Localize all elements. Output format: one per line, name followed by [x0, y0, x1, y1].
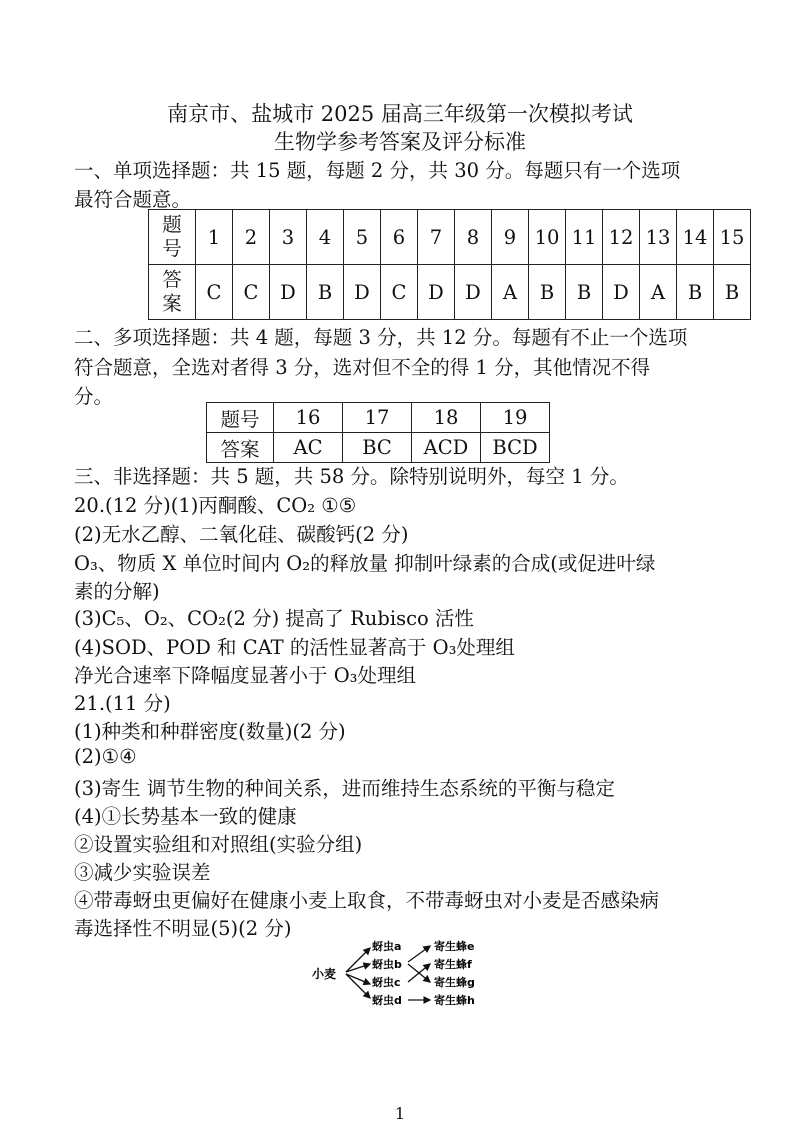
question-number: 13 [640, 210, 677, 265]
question-number: 17 [343, 403, 412, 433]
answer-line: ②设置实验组和对照组(实验分组) [74, 833, 363, 856]
question-number: 7 [418, 210, 455, 265]
question-number: 12 [603, 210, 640, 265]
question-number: 3 [270, 210, 307, 265]
section1-heading-line2: 最符合题意。 [74, 188, 192, 211]
table-row [207, 433, 550, 463]
answer-cell: D [418, 265, 455, 320]
node-aphid: 蚜虫a [372, 940, 402, 953]
question-number: 10 [529, 210, 566, 265]
question-number: 2 [233, 210, 270, 265]
answer-cell: B [714, 265, 751, 320]
answer-cell: D [603, 265, 640, 320]
answer-line: ③减少实验误差 [74, 861, 211, 884]
answer-line: 净光合速率下降幅度显著小于 O₃处理组 [74, 664, 417, 687]
answer-cell: B [529, 265, 566, 320]
answer-cell: ACD [412, 433, 481, 463]
answer-line: 毒选择性不明显(5)(2 分) [74, 917, 292, 940]
node-aphid: 蚜虫d [372, 994, 402, 1007]
header-char: 案 [162, 292, 182, 315]
answer-cell: C [196, 265, 233, 320]
answer-cell: B [566, 265, 603, 320]
answer-cell: AC [274, 433, 343, 463]
answer-line: 20.(12 分)(1)丙酮酸、CO₂ ①⑤ [74, 494, 357, 517]
answer-cell: C [233, 265, 270, 320]
answer-line: 三、非选择题：共 5 题，共 58 分。除特别说明外，每空 1 分。 [74, 465, 629, 488]
header-char: 号 [162, 237, 182, 260]
multiple-choice-answer-table [206, 402, 550, 463]
section1-heading-line1: 一、单项选择题：共 15 题，每题 2 分，共 30 分。每题只有一个选项 [74, 159, 681, 182]
question-number: 6 [381, 210, 418, 265]
question-number: 16 [274, 403, 343, 433]
question-number: 14 [677, 210, 714, 265]
section2-heading-line1: 二、多项选择题：共 4 题，每题 3 分，共 12 分。每题有不止一个选项 [74, 326, 688, 349]
exam-subtitle: 生物学参考答案及评分标准 [274, 130, 526, 154]
answer-cell: A [640, 265, 677, 320]
page-number: 1 [394, 1104, 406, 1123]
answer-cell: BCD [481, 433, 550, 463]
answer-line: ④带毒蚜虫更偏好在健康小麦上取食，不带毒蚜虫对小麦是否感染病 [74, 889, 660, 912]
node-aphid: 蚜虫b [372, 958, 402, 971]
answer-line: (2)①④ [74, 745, 137, 768]
answer-cell: B [307, 265, 344, 320]
answer-line: (2)无水乙醇、二氧化硅、碳酸钙(2 分) [74, 523, 409, 546]
question-number: 9 [492, 210, 529, 265]
table-row [207, 403, 550, 433]
answer-line: (4)SOD、POD 和 CAT 的活性显著高于 O₃处理组 [74, 636, 515, 659]
answer-cell: C [381, 265, 418, 320]
answer-cell: D [270, 265, 307, 320]
node-wasp: 寄生蜂f [434, 958, 472, 971]
exam-title: 南京市、盐城市 2025 届高三年级第一次模拟考试 [167, 102, 633, 126]
row-header-answer: 答案 [207, 433, 274, 463]
single-choice-answer-table [148, 209, 751, 320]
row-header-question [149, 210, 196, 265]
answer-line: (3)寄生 调节生物的种间关系，进而维持生态系统的平衡与稳定 [74, 777, 615, 800]
answer-cell: D [344, 265, 381, 320]
answer-line: 21.(11 分) [74, 692, 171, 715]
question-number: 1 [196, 210, 233, 265]
node-wasp: 寄生蜂h [434, 994, 475, 1007]
table-row [149, 265, 751, 320]
node-wasp: 寄生蜂e [434, 940, 475, 953]
question-number: 15 [714, 210, 751, 265]
answer-cell: B [677, 265, 714, 320]
question-number: 8 [455, 210, 492, 265]
answer-line: (1)种类和种群密度(数量)(2 分) [74, 720, 346, 743]
header-char: 题 [162, 213, 182, 236]
section2-heading-line3: 分。 [74, 385, 114, 408]
header-char: 答 [162, 268, 182, 291]
food-web-diagram [310, 934, 510, 1014]
question-number: 18 [412, 403, 481, 433]
node-wasp: 寄生蜂g [434, 976, 475, 989]
row-header-answer [149, 265, 196, 320]
node-aphid: 蚜虫c [372, 976, 401, 989]
answer-line: O₃、物质 X 单位时间内 O₂的释放量 抑制叶绿素的合成(或促进叶绿 [74, 552, 656, 575]
table-row [149, 210, 751, 265]
question-number: 5 [344, 210, 381, 265]
answer-cell: BC [343, 433, 412, 463]
question-number: 19 [481, 403, 550, 433]
question-number: 11 [566, 210, 603, 265]
answer-line: (4)①长势基本一致的健康 [74, 805, 297, 828]
node-wheat: 小麦 [312, 967, 337, 981]
answer-cell: D [455, 265, 492, 320]
question-number: 4 [307, 210, 344, 265]
answer-line: 素的分解) [74, 580, 160, 603]
section2-heading-line2: 符合题意，全选对者得 3 分，选对但不全的得 1 分，其他情况不得 [74, 356, 651, 379]
row-header-question: 题号 [207, 403, 274, 433]
answer-line: (3)C₅、O₂、CO₂(2 分) 提高了 Rubisco 活性 [74, 607, 474, 630]
answer-cell: A [492, 265, 529, 320]
